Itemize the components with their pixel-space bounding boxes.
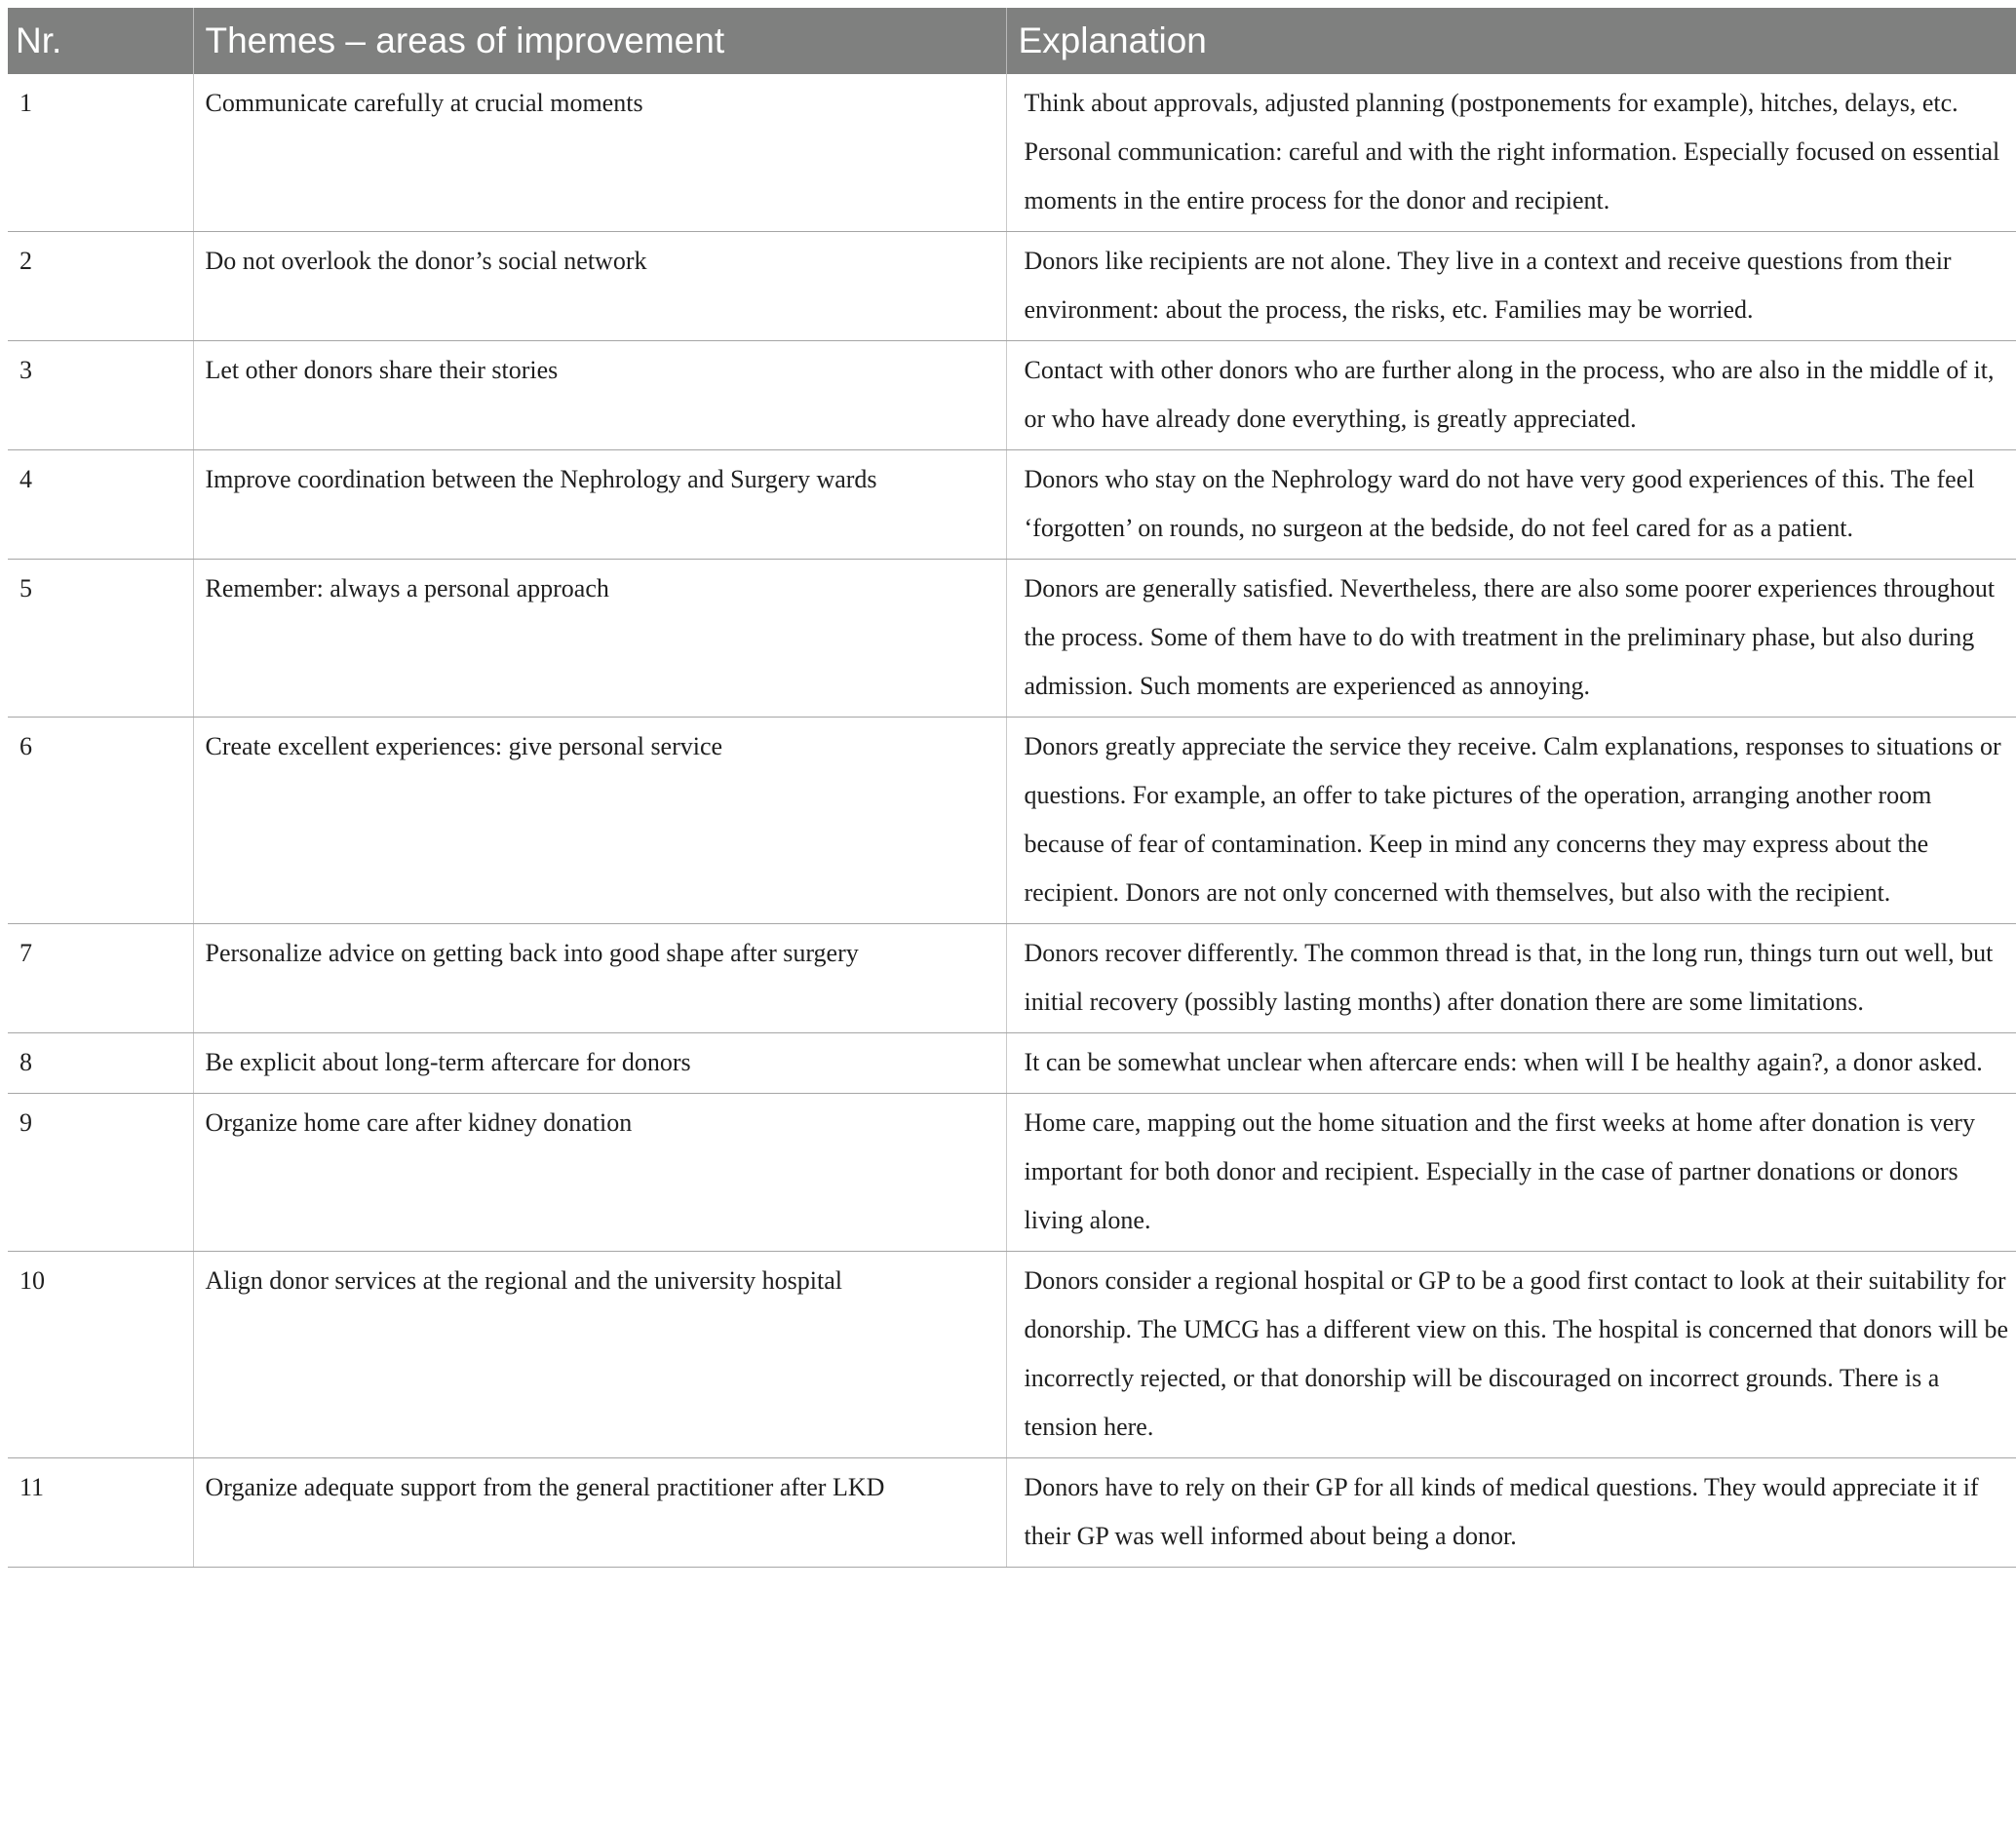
- header-row: [8, 8, 2016, 74]
- row-explanation: It can be somewhat unclear when aftercare ends: when will I be healthy again?, a donor asked.: [1006, 1033, 2016, 1094]
- table-row: [8, 560, 2016, 718]
- row-number: 1: [8, 74, 193, 232]
- row-number: 11: [8, 1458, 193, 1568]
- improvement-themes-table: [8, 8, 2016, 1568]
- row-theme: Do not overlook the donor’s social network: [193, 232, 1006, 341]
- row-number: 4: [8, 450, 193, 560]
- table-row: [8, 1252, 2016, 1458]
- table-row: [8, 1458, 2016, 1568]
- row-number: 9: [8, 1094, 193, 1252]
- row-theme: Let other donors share their stories: [193, 341, 1006, 450]
- row-explanation: Donors like recipients are not alone. They live in a context and receive questions from their environment: about the process, the risks, etc. Families may be worried.: [1006, 232, 2016, 341]
- row-explanation: Donors who stay on the Nephrology ward do not have very good experiences of this. The feel ‘forgotten’ on rounds, no surgeon at the bedside, do not feel cared for as a patient.: [1006, 450, 2016, 560]
- row-theme: Remember: always a personal approach: [193, 560, 1006, 718]
- table-row: [8, 232, 2016, 341]
- row-number: 6: [8, 718, 193, 924]
- table-container: [8, 8, 2016, 1568]
- row-explanation: Donors are generally satisfied. Nevertheless, there are also some poorer experiences throughout the process. Some of them have to do with treatment in the preliminary phase, but also during admission. Such moments are experienced as annoying.: [1006, 560, 2016, 718]
- table-body: [8, 74, 2016, 1568]
- row-theme: Organize adequate support from the general practitioner after LKD: [193, 1458, 1006, 1568]
- row-number: 3: [8, 341, 193, 450]
- row-explanation: Contact with other donors who are further along in the process, who are also in the middle of it, or who have already done everything, is greatly appreciated.: [1006, 341, 2016, 450]
- row-explanation: Home care, mapping out the home situation and the first weeks at home after donation is very important for both donor and recipient. Especially in the case of partner donations or donors living alone.: [1006, 1094, 2016, 1252]
- row-explanation: Donors have to rely on their GP for all kinds of medical questions. They would appreciate it if their GP was well informed about being a donor.: [1006, 1458, 2016, 1568]
- row-theme: Align donor services at the regional and the university hospital: [193, 1252, 1006, 1458]
- table-row: [8, 1094, 2016, 1252]
- table-row: [8, 450, 2016, 560]
- row-explanation: Donors recover differently. The common thread is that, in the long run, things turn out well, but initial recovery (possibly lasting months) after donation there are some limitations.: [1006, 924, 2016, 1033]
- header-themes: Themes – areas of improvement: [193, 8, 1006, 74]
- row-theme: Communicate carefully at crucial moments: [193, 74, 1006, 232]
- table-header: [8, 8, 2016, 74]
- row-explanation: Think about approvals, adjusted planning (postponements for example), hitches, delays, etc. Personal communication: careful and with the right information. Especially focused on essential moments in the entire process for the donor and recipient.: [1006, 74, 2016, 232]
- row-theme: Organize home care after kidney donation: [193, 1094, 1006, 1252]
- row-theme: Personalize advice on getting back into good shape after surgery: [193, 924, 1006, 1033]
- table-row: [8, 74, 2016, 232]
- row-number: 7: [8, 924, 193, 1033]
- row-theme: Be explicit about long-term aftercare for donors: [193, 1033, 1006, 1094]
- row-theme: Create excellent experiences: give personal service: [193, 718, 1006, 924]
- row-theme: Improve coordination between the Nephrology and Surgery wards: [193, 450, 1006, 560]
- table-row: [8, 718, 2016, 924]
- row-number: 10: [8, 1252, 193, 1458]
- row-explanation: Donors consider a regional hospital or GP to be a good first contact to look at their suitability for donorship. The UMCG has a different view on this. The hospital is concerned that donors will be incorrectly rejected, or that donorship will be discouraged on incorrect grounds. There is a tension here.: [1006, 1252, 2016, 1458]
- table-row: [8, 1033, 2016, 1094]
- row-number: 2: [8, 232, 193, 341]
- row-number: 5: [8, 560, 193, 718]
- table-row: [8, 341, 2016, 450]
- row-number: 8: [8, 1033, 193, 1094]
- row-explanation: Donors greatly appreciate the service they receive. Calm explanations, responses to situations or questions. For example, an offer to take pictures of the operation, arranging another room because of fear of contamination. Keep in mind any concerns they may express about the recipient. Donors are not only concerned with themselves, but also with the recipient.: [1006, 718, 2016, 924]
- header-explanation: Explanation: [1006, 8, 2016, 74]
- table-row: [8, 924, 2016, 1033]
- header-nr: Nr.: [8, 8, 193, 74]
